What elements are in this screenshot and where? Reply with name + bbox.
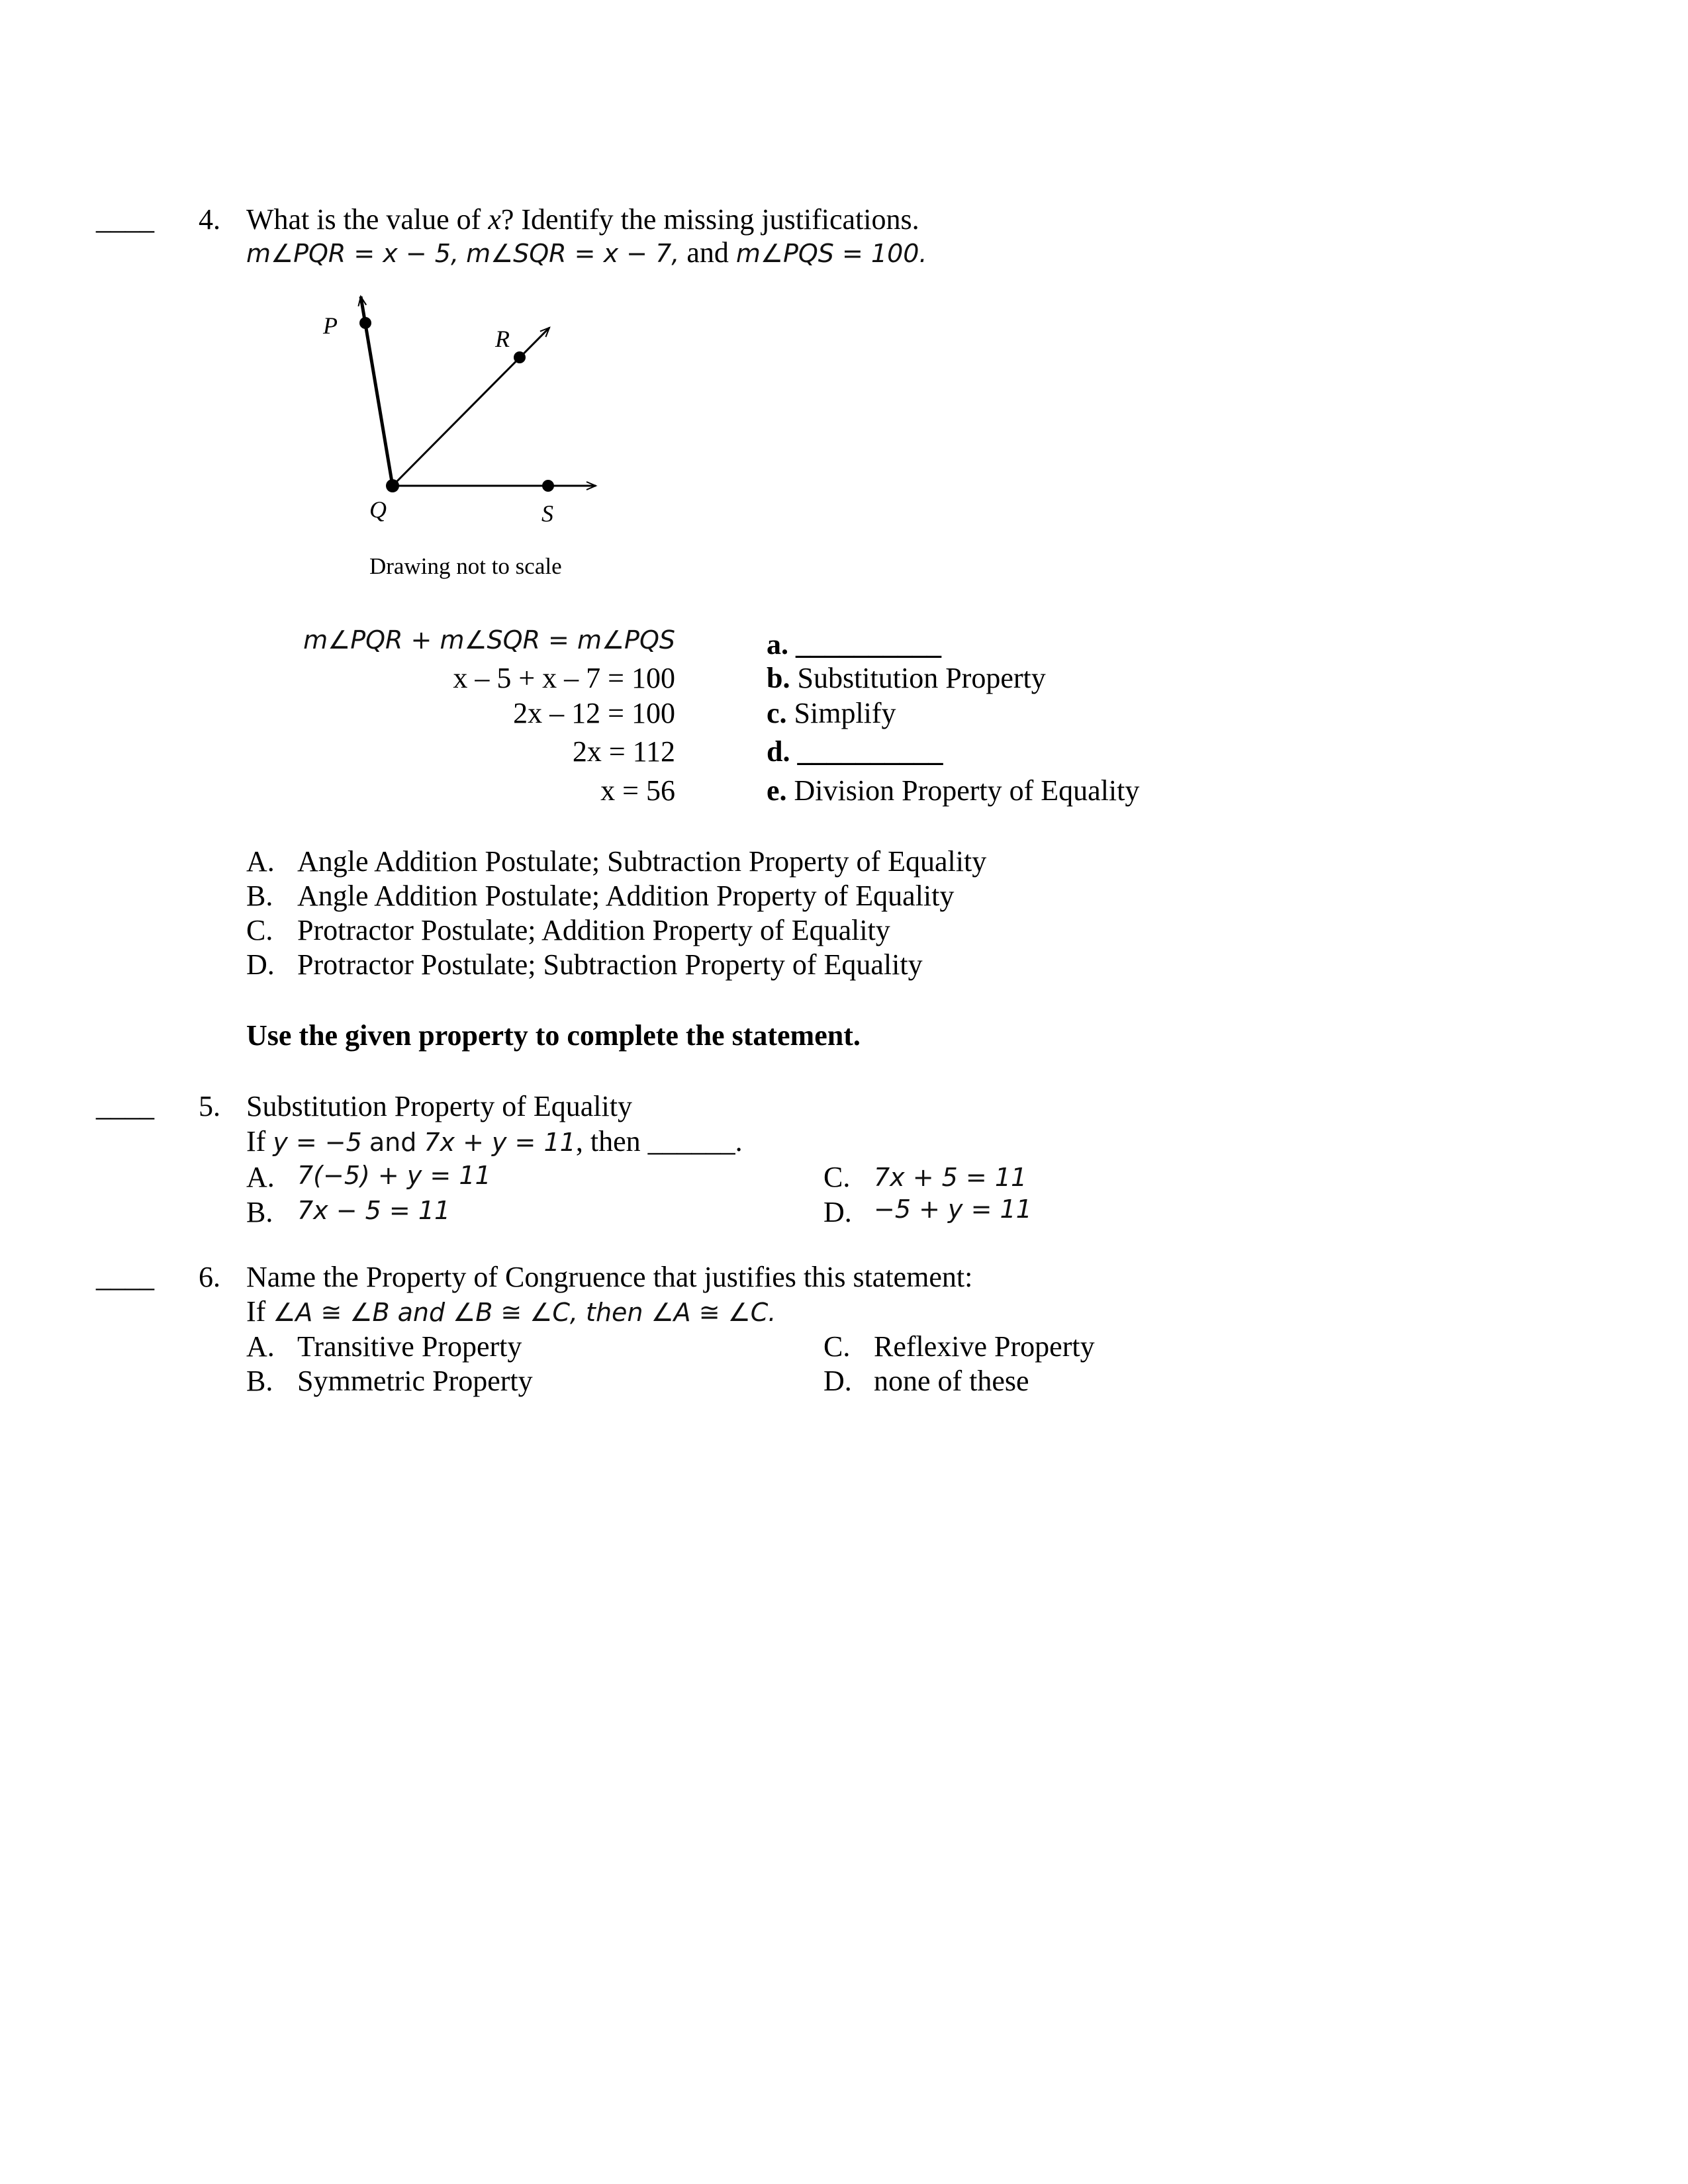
- choice-d-text[interactable]: −5 + y = 11: [874, 1195, 1032, 1224]
- reason-letter: c.: [767, 697, 787, 729]
- statement-and: and: [369, 1128, 417, 1157]
- choice-c[interactable]: [246, 916, 273, 945]
- question-number: 6.: [199, 1261, 220, 1293]
- label-r: R: [495, 326, 510, 352]
- question-title: Substitution Property of Equality: [246, 1090, 632, 1122]
- step-equation: m∠PQR + m∠SQR = m∠PQS: [303, 625, 675, 655]
- choice-letter: D.: [246, 948, 275, 981]
- choice-letter: D.: [823, 1196, 852, 1228]
- label-p: P: [323, 312, 338, 339]
- choice-letter: B.: [246, 1365, 273, 1397]
- given-pqr: m∠PQR = x − 5,: [246, 239, 459, 268]
- ray-qr: [393, 328, 549, 486]
- answer-blank[interactable]: ____: [96, 203, 154, 236]
- point-r: [514, 351, 526, 363]
- choice-b-text[interactable]: Angle Addition Postulate; Addition Property of Equality: [297, 880, 955, 912]
- point-s: [542, 480, 554, 492]
- choice-c-text[interactable]: Reflexive Property: [874, 1330, 1095, 1363]
- choice-a-text[interactable]: Angle Addition Postulate; Subtraction Property of Equality: [297, 845, 987, 878]
- question-text-part: ? Identify the missing justifications.: [500, 203, 919, 236]
- step-equation: 2x – 12 = 100: [513, 697, 675, 729]
- diagram-caption: Drawing not to scale: [369, 553, 562, 579]
- reason-text: Substitution Property: [797, 662, 1046, 694]
- choice-letter: A.: [246, 1161, 275, 1193]
- step-reason: [767, 776, 1139, 805]
- step-reason: [767, 630, 941, 659]
- label-s: S: [541, 500, 553, 527]
- step-reason: [767, 664, 1046, 693]
- choice-d-text[interactable]: Protractor Postulate; Subtraction Property of Equality: [297, 948, 923, 981]
- choice-c[interactable]: [823, 1332, 850, 1361]
- reason-blank[interactable]: __________: [797, 735, 943, 768]
- choice-b[interactable]: [246, 882, 273, 911]
- choice-a-text[interactable]: Transitive Property: [297, 1330, 522, 1363]
- step-reason: [767, 737, 943, 766]
- statement-then: , then ______.: [575, 1125, 743, 1158]
- choice-a[interactable]: [246, 1163, 275, 1192]
- given-sqr: m∠SQR = x − 7,: [466, 239, 680, 268]
- reason-letter: a.: [767, 628, 788, 660]
- choice-b-text[interactable]: Symmetric Property: [297, 1365, 533, 1397]
- point-q: [386, 479, 399, 492]
- choice-b[interactable]: [246, 1198, 273, 1227]
- choice-a[interactable]: [246, 1332, 275, 1361]
- choice-d[interactable]: [823, 1367, 852, 1396]
- reason-letter: d.: [767, 735, 790, 768]
- choice-c-text[interactable]: Protractor Postulate; Addition Property of Equality: [297, 914, 890, 946]
- choice-letter: B.: [246, 880, 273, 912]
- answer-blank[interactable]: ____: [96, 1261, 154, 1293]
- choice-a[interactable]: [246, 847, 275, 876]
- question-statement: [246, 1127, 743, 1156]
- choice-d-text[interactable]: none of these: [874, 1365, 1029, 1397]
- choice-a-text[interactable]: 7(−5) + y = 11: [297, 1161, 491, 1190]
- step-equation: 2x = 112: [572, 735, 675, 768]
- choice-letter: C.: [246, 914, 273, 946]
- choice-letter: A.: [246, 1330, 275, 1363]
- question-text: Name the Property of Congruence that justifies this statement:: [246, 1261, 973, 1293]
- question-number: 5.: [199, 1090, 220, 1122]
- reason-letter: e.: [767, 774, 787, 807]
- given-pqs: m∠PQS = 100.: [735, 239, 927, 268]
- choice-letter: A.: [246, 845, 275, 878]
- choice-c-text[interactable]: 7x + 5 = 11: [874, 1163, 1027, 1192]
- statement-if: If: [246, 1125, 266, 1158]
- reason-blank[interactable]: __________: [796, 628, 941, 660]
- section-heading: Use the given property to complete the statement.: [246, 1019, 861, 1052]
- question-text-part: What is the value of: [246, 203, 489, 236]
- question-text: [246, 205, 919, 234]
- condition-2: 7x + y = 11: [424, 1128, 576, 1157]
- choice-letter: C.: [823, 1330, 851, 1363]
- choice-d[interactable]: [246, 950, 275, 979]
- condition-1: y = −5: [273, 1128, 362, 1157]
- reason-letter: b.: [767, 662, 790, 694]
- statement-if: If: [246, 1295, 266, 1328]
- choice-letter: C.: [823, 1161, 851, 1193]
- congruence-statement: ∠A ≅ ∠B and ∠B ≅ ∠C, then ∠A ≅ ∠C.: [273, 1298, 776, 1327]
- step-equation: x = 56: [600, 774, 675, 807]
- choice-letter: D.: [823, 1365, 852, 1397]
- step-reason: [767, 699, 896, 728]
- reason-text: Simplify: [794, 697, 896, 729]
- answer-blank[interactable]: ____: [96, 1090, 154, 1122]
- angle-diagram: [305, 278, 622, 529]
- given-and: and: [686, 236, 729, 269]
- choice-letter: B.: [246, 1196, 273, 1228]
- step-equation: x – 5 + x – 7 = 100: [453, 662, 675, 694]
- question-number: 4.: [199, 203, 220, 236]
- point-p: [359, 317, 371, 329]
- choice-d[interactable]: [823, 1198, 852, 1227]
- given-measures: [246, 238, 927, 267]
- choice-b[interactable]: [246, 1367, 273, 1396]
- label-q: Q: [369, 496, 387, 523]
- question-variable: x: [488, 203, 501, 236]
- choice-c[interactable]: [823, 1163, 850, 1192]
- question-statement: [246, 1297, 776, 1326]
- choice-b-text[interactable]: 7x − 5 = 11: [297, 1196, 451, 1225]
- reason-text: Division Property of Equality: [794, 774, 1140, 807]
